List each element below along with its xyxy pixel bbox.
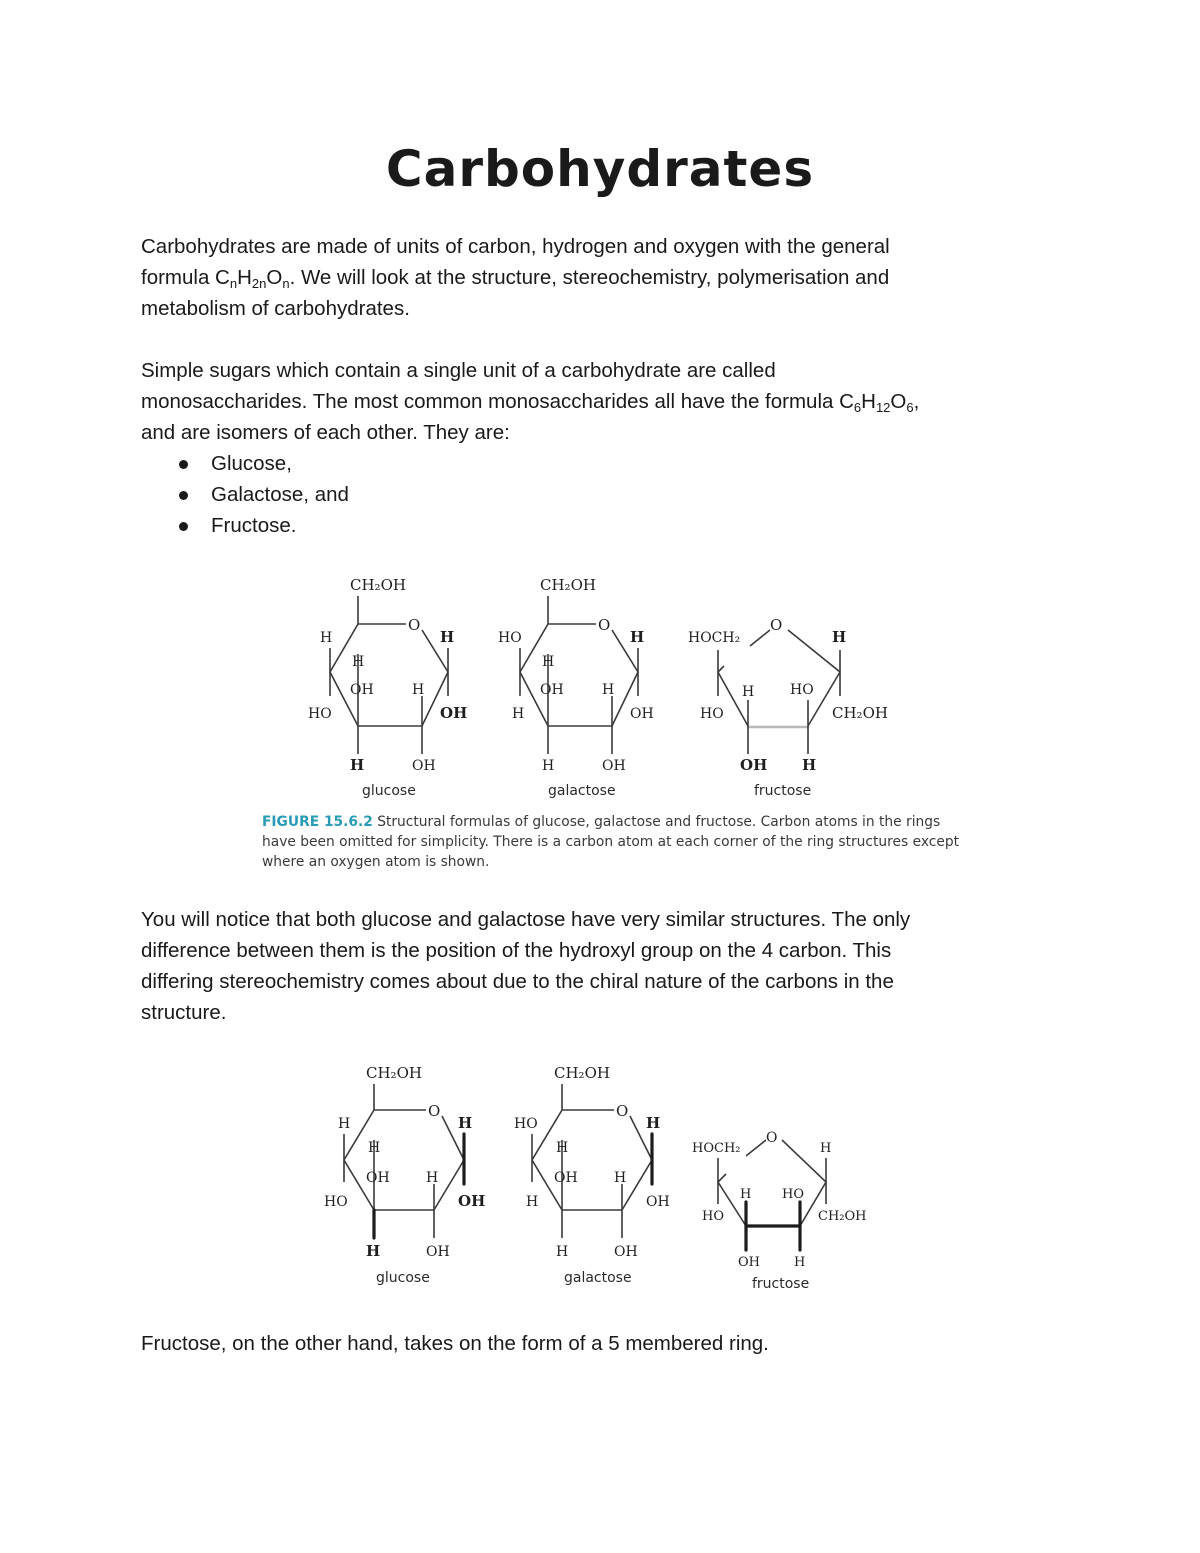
subscript: 12 (875, 400, 891, 415)
h-label: H (338, 1116, 351, 1132)
h-label: H (742, 684, 755, 700)
h-label: H (602, 682, 615, 698)
ho-label: HO (782, 1187, 804, 1202)
h-label: H (440, 628, 455, 646)
fructose-note: Fructose, on the other hand, takes on the form of a 5 membered ring. (141, 1332, 769, 1355)
ring-oxygen-label: O (408, 616, 421, 634)
ho-label: HO (790, 682, 814, 698)
oh-label: OH (540, 682, 564, 698)
h-label: H (614, 1170, 627, 1186)
ring-oxygen-label: O (770, 616, 783, 634)
h-label: H (512, 706, 525, 722)
h-label: H (368, 1140, 381, 1156)
ho-label: HO (702, 1209, 724, 1224)
galactose-structure (514, 1064, 670, 1286)
h-label: H (630, 628, 645, 646)
oh-label: OH (366, 1170, 390, 1186)
formula-h: H (237, 266, 252, 289)
h-label: H (526, 1194, 539, 1210)
h-label: H (646, 1114, 661, 1132)
ho-label: HO (498, 630, 522, 646)
oh-label: OH (630, 706, 654, 722)
glucose-label: glucose (376, 1270, 430, 1286)
intro-paragraph (141, 231, 1041, 324)
h-label: H (320, 630, 333, 646)
formula-o: O (890, 390, 907, 413)
list-item: Fructose. (141, 510, 349, 541)
notice-line-1: You will notice that both glucose and galactose have very similar structures. The only (141, 908, 911, 931)
caption-text: Structural formulas of glucose, galactose and fructose. Carbon atoms in the rings have been omitted for simplicity. There is a carbon atom at each corner of the ring structures except where an oxygen atom is shown. (262, 814, 959, 870)
oh-label: OH (440, 704, 468, 722)
h-label: H (556, 1244, 569, 1260)
h-label: H (542, 654, 555, 670)
glucose-label: glucose (362, 783, 416, 799)
ho-label: HO (324, 1194, 348, 1210)
ring-oxygen-label: O (766, 1130, 778, 1146)
ch2oh-label: CH₂OH (832, 704, 888, 722)
subscript: 2n (251, 276, 267, 291)
intro-line-3: metabolism of carbohydrates. (141, 297, 410, 320)
ch2oh-label: CH₂OH (818, 1209, 867, 1224)
oh-label: OH (350, 682, 374, 698)
h-label: H (556, 1140, 569, 1156)
mono-paragraph (141, 355, 1041, 448)
oh-label: OH (738, 1255, 760, 1270)
oh-label: OH (646, 1194, 670, 1210)
hoch2-label: HOCH₂ (688, 630, 741, 646)
oh-label: OH (740, 756, 768, 774)
h-label: H (802, 756, 817, 774)
formula-o: O (266, 266, 283, 289)
hoch2-label: HOCH₂ (692, 1141, 741, 1156)
galactose-label: galactose (548, 783, 616, 799)
oh-label: OH (614, 1244, 638, 1260)
notice-paragraph (141, 904, 1041, 1028)
mono-line-2: monosaccharides. The most common monosaccharides all have the formula C (141, 390, 854, 413)
ring-oxygen-label: O (598, 616, 611, 634)
ring-oxygen-label: O (616, 1102, 629, 1120)
h-label: H (426, 1170, 439, 1186)
h-label: H (458, 1114, 473, 1132)
fructose-label: fructose (752, 1276, 810, 1292)
figure-structural-formulas (300, 570, 920, 802)
ho-label: HO (514, 1116, 538, 1132)
h-label: H (350, 756, 365, 774)
intro-line-2-rest: . We will look at the structure, stereochemistry, polymerisation and (289, 266, 890, 289)
subscript: 6 (906, 400, 914, 415)
h-label: H (740, 1187, 752, 1202)
ch2oh-label: CH₂OH (540, 576, 596, 594)
figure-number: FIGURE 15.6.2 (262, 814, 373, 830)
subscript: n (229, 276, 238, 291)
figure-structures-repeat (318, 1058, 898, 1298)
ch2oh-label: CH₂OH (366, 1064, 422, 1082)
fructose-structure (692, 1130, 867, 1292)
sugar-list (141, 448, 349, 541)
figure-caption (262, 812, 962, 872)
glucose-structure (324, 1064, 485, 1286)
ch2oh-label: CH₂OH (350, 576, 406, 594)
h-label: H (820, 1141, 832, 1156)
h-label: H (542, 758, 555, 774)
formula-h: H (861, 390, 876, 413)
h-label: H (794, 1255, 806, 1270)
mono-line-2-rest: , (913, 390, 920, 413)
list-item: Galactose, and (141, 479, 349, 510)
subscript: n (282, 276, 290, 291)
subscript: 6 (853, 400, 862, 415)
intro-line-1: Carbohydrates are made of units of carbon, hydrogen and oxygen with the general (141, 235, 890, 258)
mono-line-1: Simple sugars which contain a single unit of a carbohydrate are called (141, 359, 776, 382)
fructose-structure (688, 616, 888, 799)
oh-label: OH (554, 1170, 578, 1186)
page-title: Carbohydrates (385, 140, 815, 198)
galactose-structure (498, 576, 654, 799)
ho-label: HO (700, 706, 724, 722)
glucose-structure (308, 576, 467, 799)
fructose-label: fructose (754, 783, 812, 799)
notice-line-4: structure. (141, 1001, 227, 1024)
h-label: H (352, 654, 365, 670)
h-label: H (832, 628, 847, 646)
notice-line-3: differing stereochemistry comes about due to the chiral nature of the carbons in the (141, 970, 894, 993)
oh-label: OH (602, 758, 626, 774)
ho-label: HO (308, 706, 332, 722)
h-label: H (366, 1242, 381, 1260)
oh-label: OH (458, 1192, 486, 1210)
h-label: H (412, 682, 425, 698)
ring-oxygen-label: O (428, 1102, 441, 1120)
notice-line-2: difference between them is the position of the hydroxyl group on the 4 carbon. This (141, 939, 892, 962)
oh-label: OH (426, 1244, 450, 1260)
mono-line-3: and are isomers of each other. They are: (141, 421, 510, 444)
oh-label: OH (412, 758, 436, 774)
intro-line-2: formula C (141, 266, 230, 289)
ch2oh-label: CH₂OH (554, 1064, 610, 1082)
galactose-label: galactose (564, 1270, 632, 1286)
list-item: Glucose, (141, 448, 349, 479)
